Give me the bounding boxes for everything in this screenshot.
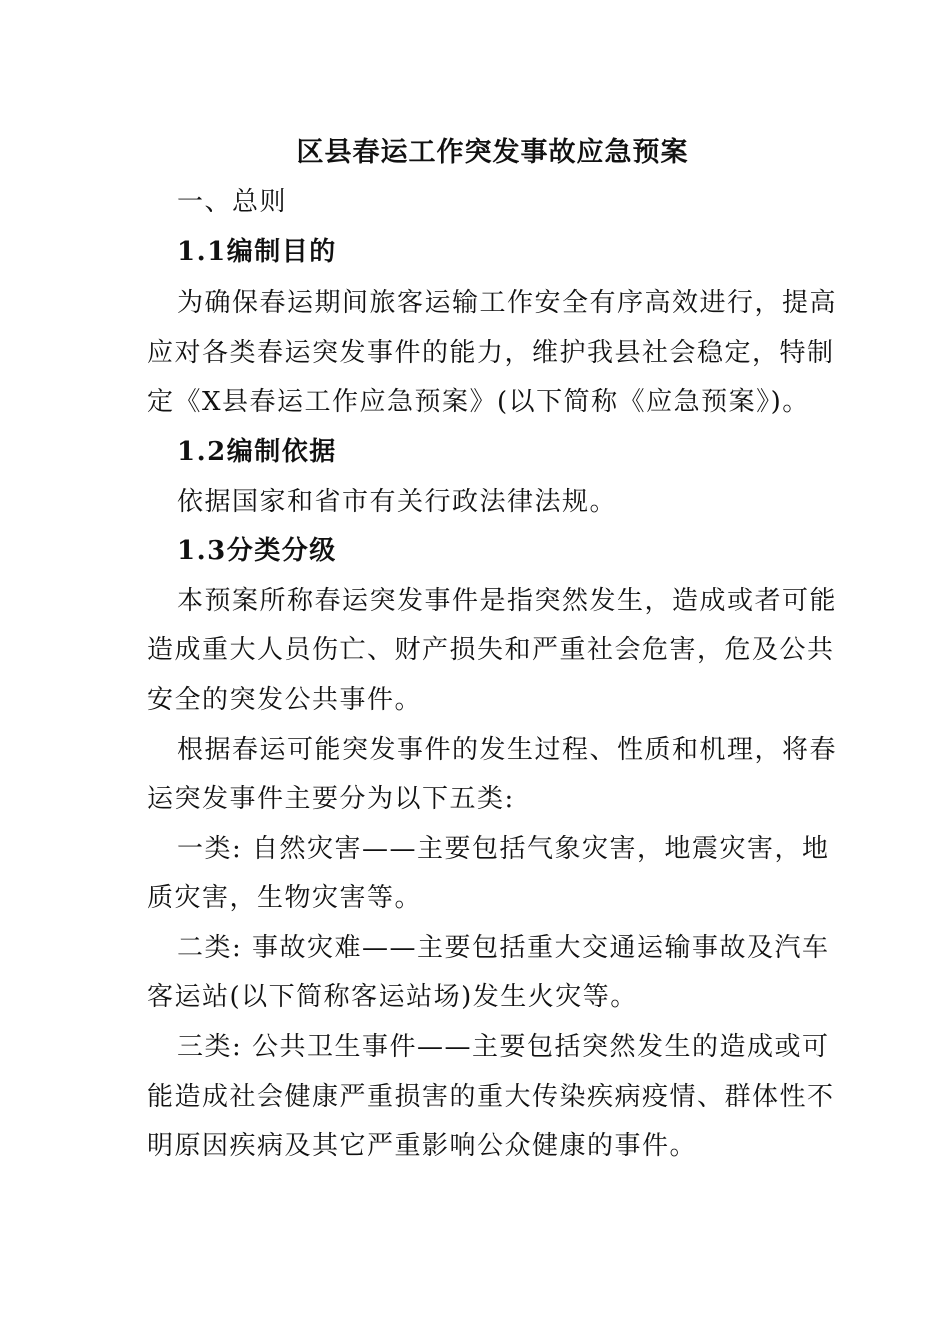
paragraph-line: 客运站(以下简称客运站场)发生火灾等。: [147, 982, 638, 1012]
paragraph-line: 一类: 自然灾害——主要包括气象灾害，地震灾害，地: [177, 834, 830, 864]
paragraph-line: 依据国家和省市有关行政法律法规。: [177, 487, 618, 517]
paragraph-line: 三类: 公共卫生事件——主要包括突然发生的造成或可: [177, 1032, 830, 1062]
subsection-heading: 1.3分类分级: [177, 536, 337, 566]
paragraph-line: 本预案所称春运突发事件是指突然发生，造成或者可能: [177, 586, 838, 616]
subsection-heading: 1.1编制目的: [177, 237, 337, 267]
section-heading: 一、总则: [177, 187, 288, 217]
paragraph-line: 质灾害，生物灾害等。: [147, 883, 423, 913]
paragraph-line: 安全的突发公共事件。: [147, 685, 423, 715]
paragraph-line: 二类: 事故灾难——主要包括重大交通运输事故及汽车: [177, 933, 830, 963]
paragraph-line: 应对各类春运突发事件的能力，维护我县社会稳定，特制: [147, 338, 835, 368]
paragraph-line: 造成重大人员伤亡、财产损失和严重社会危害，危及公共: [147, 635, 835, 665]
paragraph-line: 运突发事件主要分为以下五类:: [147, 784, 515, 814]
paragraph-line: 明原因疾病及其它严重影响公众健康的事件。: [147, 1131, 698, 1161]
paragraph-line: 定《X县春运工作应急预案》(以下简称《应急预案》)。: [147, 387, 810, 417]
paragraph-line: 能造成社会健康严重损害的重大传染疾病疫情、群体性不: [147, 1082, 835, 1112]
paragraph-line: 根据春运可能突发事件的发生过程、性质和机理，将春: [177, 735, 838, 765]
document-title: 区县春运工作突发事故应急预案: [296, 137, 689, 168]
subsection-heading: 1.2编制依据: [177, 437, 337, 467]
paragraph-line: 为确保春运期间旅客运输工作安全有序高效进行，提高: [177, 288, 838, 318]
